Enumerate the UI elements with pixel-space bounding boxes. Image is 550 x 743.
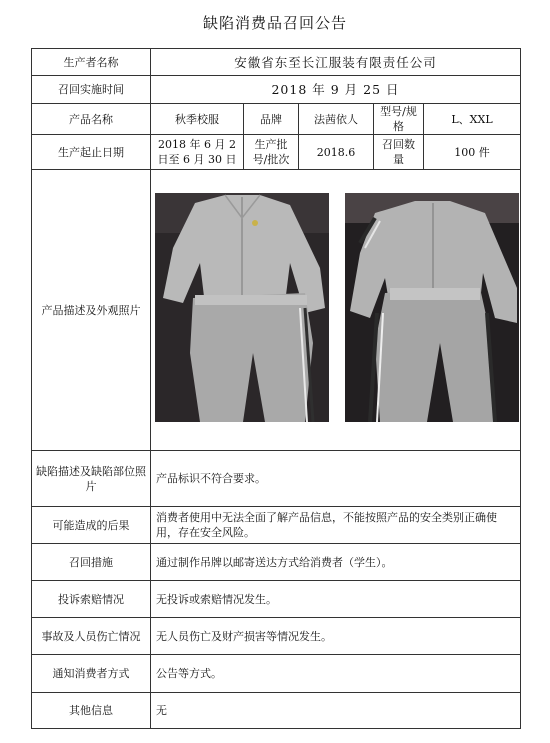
consequence-value: 消费者使用中无法全面了解产品信息，不能按照产品的安全类别正确使用，存在安全风险。	[151, 507, 521, 544]
row-defect	[32, 451, 521, 507]
defect-value: 产品标识不符合要求。	[151, 451, 521, 507]
row-other	[32, 693, 521, 729]
row-notify	[32, 655, 521, 693]
other-label: 其他信息	[32, 693, 151, 729]
recall-time-value: 2018 年 9 月 25 日	[151, 76, 521, 104]
other-value: 无	[151, 693, 521, 729]
notify-value: 公告等方式。	[151, 655, 521, 693]
production-date-value: 2018 年 6 月 2 日至 6 月 30 日	[151, 135, 244, 170]
product-photo-1	[155, 193, 329, 422]
row-manufacturer	[32, 49, 521, 76]
row-accidents	[32, 618, 521, 655]
product-photos	[151, 170, 520, 450]
row-recall-time	[32, 76, 521, 104]
row-measures	[32, 544, 521, 581]
model-label: 型号/规格	[374, 104, 424, 135]
recall-time-label: 召回实施时间	[32, 76, 151, 104]
batch-label: 生产批号/批次	[244, 135, 299, 170]
manufacturer-value: 安徽省东至长江服装有限责任公司	[151, 49, 521, 76]
batch-value: 2018.6	[299, 135, 374, 170]
row-complaints	[32, 581, 521, 618]
row-photos	[32, 170, 521, 451]
complaints-label: 投诉索赔情况	[32, 581, 151, 618]
recall-notice-table	[31, 48, 521, 729]
defect-label: 缺陷描述及缺陷部位照片	[32, 451, 151, 507]
recall-qty-value: 100 件	[424, 135, 521, 170]
product-name-value: 秋季校服	[151, 104, 244, 135]
recall-qty-label: 召回数量	[374, 135, 424, 170]
brand-label: 品牌	[244, 104, 299, 135]
accidents-value: 无人员伤亡及财产损害等情况发生。	[151, 618, 521, 655]
production-date-label: 生产起止日期	[32, 135, 151, 170]
model-value: L、XXL	[424, 104, 521, 135]
row-product	[32, 104, 521, 135]
product-photo-2	[345, 193, 519, 422]
page-title: 缺陷消费品召回公告	[202, 14, 347, 32]
photos-label: 产品描述及外观照片	[32, 170, 151, 451]
notify-label: 通知消费者方式	[32, 655, 151, 693]
measures-value: 通过制作吊牌以邮寄送达方式给消费者（学生）。	[151, 544, 521, 581]
complaints-value: 无投诉或索赔情况发生。	[151, 581, 521, 618]
consequence-label: 可能造成的后果	[32, 507, 151, 544]
row-consequence	[32, 507, 521, 544]
manufacturer-label: 生产者名称	[32, 49, 151, 76]
measures-label: 召回措施	[32, 544, 151, 581]
product-name-label: 产品名称	[32, 104, 151, 135]
brand-value: 法茜依人	[299, 104, 374, 135]
accidents-label: 事故及人员伤亡情况	[32, 618, 151, 655]
row-production	[32, 135, 521, 170]
